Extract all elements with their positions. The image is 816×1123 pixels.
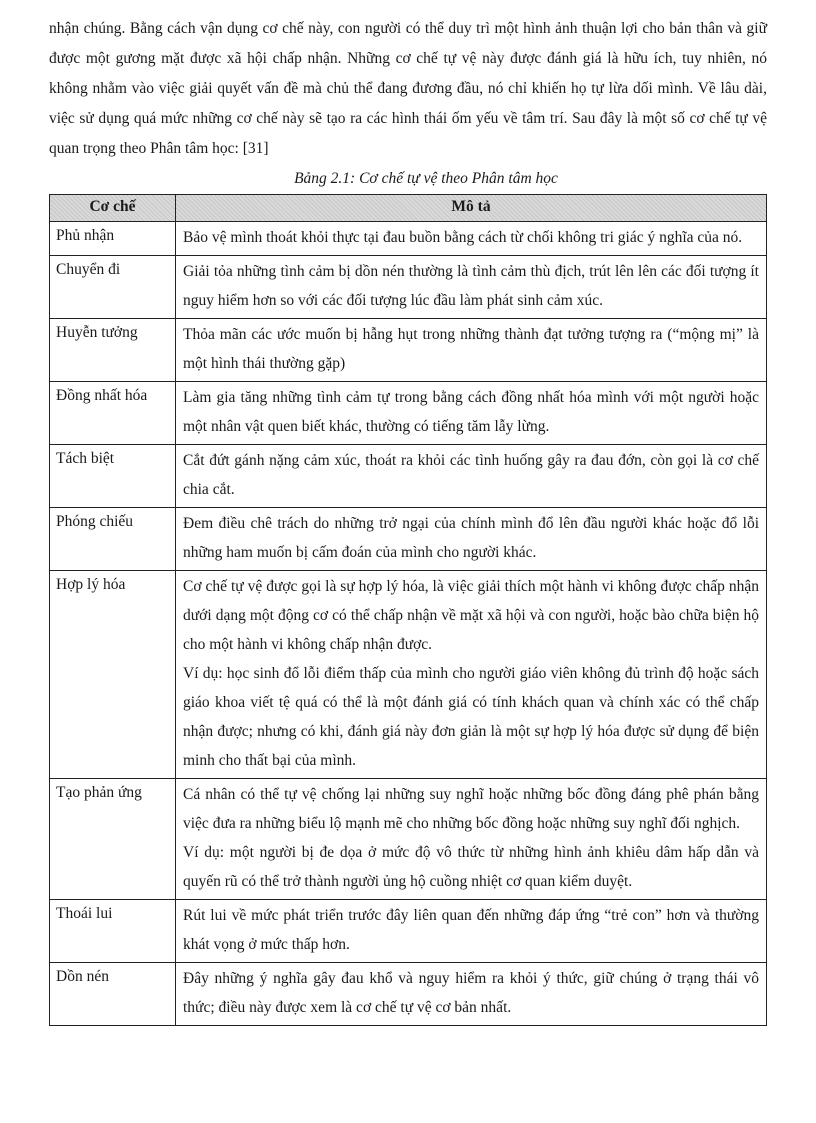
mechanism-description [176, 963, 767, 1026]
table-row [50, 445, 767, 508]
mechanism-name: Chuyển đi [50, 256, 176, 319]
table-row [50, 222, 767, 256]
table-row [50, 508, 767, 571]
table-row [50, 963, 767, 1026]
table-row [50, 382, 767, 445]
defense-mechanism-table [49, 194, 767, 1026]
table-row [50, 900, 767, 963]
description-paragraph: Cắt đứt gánh nặng cảm xúc, thoát ra khỏi các tình huống gây ra đau đớn, còn gọi là cơ chế chia cắt. [183, 452, 759, 498]
description-paragraph: Bảo vệ mình thoát khỏi thực tại đau buồn bằng cách từ chối không tri giác ý nghĩa của nó. [183, 229, 743, 246]
description-example: Ví dụ: một người bị đe dọa ở mức độ vô thức từ những hình ảnh khiêu dâm hấp dẫn và quyến rũ có thể trở thành người ủng hộ cuồng nhiệt cơ quan kiểm duyệt. [183, 844, 759, 890]
description-paragraph: Làm gia tăng những tình cảm tự trong bằng cách đồng nhất hóa mình với một người hoặc một nhân vật quen biết khác, thường có tiếng tăm lẫy lừng. [183, 389, 759, 435]
mechanism-description [176, 900, 767, 963]
description-paragraph: Thỏa mãn các ước muốn bị hẫng hụt trong những thành đạt tưởng tượng ra (“mộng mị” là một hình thái thường gặp) [183, 326, 759, 372]
mechanism-name: Hợp lý hóa [50, 571, 176, 779]
mechanism-description [176, 319, 767, 382]
mechanism-name: Tách biệt [50, 445, 176, 508]
mechanism-description [176, 382, 767, 445]
description-paragraph: Cơ chế tự vệ được gọi là sự hợp lý hóa, là việc giải thích một hành vi không được chấp nhận dưới dạng một động cơ có thể chấp nhận về mặt xã hội và con người, hoặc bào chữa biện hộ cho một hành vi không chấp nhận được. [183, 578, 759, 653]
table-caption: Bảng 2.1: Cơ chế tự vệ theo Phân tâm học [294, 170, 558, 187]
mechanism-name: Huyễn tưởng [50, 319, 176, 382]
table-row [50, 779, 767, 900]
mechanism-description [176, 571, 767, 779]
document-page [49, 14, 767, 1026]
mechanism-description [176, 779, 767, 900]
description-example: Ví dụ: học sinh đổ lỗi điểm thấp của mình cho người giáo viên không đủ trình độ hoặc sách giáo khoa viết tệ quá có thể là một đánh giá có tính khách quan và chính xác có thể chấp nhận được; nhưng có khi, đánh giá này đơn giản là một sự hợp lý hóa được sử dụng để biện minh cho thất bại của mình. [183, 665, 759, 769]
description-paragraph: Giải tỏa những tình cảm bị dồn nén thường là tình cảm thù địch, trút lên lên các đối tượng ít nguy hiểm hơn so với các đối tượng lúc đầu làm phát sinh cảm xúc. [183, 263, 759, 309]
mechanism-name: Đồng nhất hóa [50, 382, 176, 445]
table-row [50, 256, 767, 319]
mechanism-name: Thoái lui [50, 900, 176, 963]
column-header-description: Mô tả [176, 195, 767, 222]
mechanism-name: Tạo phản ứng [50, 779, 176, 900]
mechanism-description [176, 222, 767, 256]
intro-paragraph: nhận chúng. Bằng cách vận dụng cơ chế này, con người có thể duy trì một hình ảnh thuận lợi cho bản thân và giữ được một gương mặt được xã hội chấp nhận. Những cơ chế tự vệ này được đánh giá là hữu ích, tuy nhiên, nó không nhằm vào việc giải quyết vấn đề mà chủ thể đang đương đầu, nó chỉ khiến họ tự lừa dối mình. Về lâu dài, việc sử dụng quá mức những cơ chế này sẽ tạo ra các hình thái ốm yếu về tâm trí. Sau đây là một số cơ chế tự vệ quan trọng theo Phân tâm học: [31] [49, 20, 767, 157]
mechanism-name: Phóng chiếu [50, 508, 176, 571]
description-paragraph: Đem điều chê trách do những trở ngại của chính mình đổ lên đầu người khác hoặc đổ lỗi những ham muốn bị cấm đoán của mình cho người khác. [183, 515, 759, 561]
mechanism-description [176, 508, 767, 571]
table-row [50, 319, 767, 382]
table-row [50, 571, 767, 779]
column-header-mechanism: Cơ chế [50, 195, 176, 222]
mechanism-description [176, 445, 767, 508]
description-paragraph: Đây những ý nghĩa gây đau khổ và nguy hiểm ra khỏi ý thức, giữ chúng ở trạng thái vô thức; điều này được xem là cơ chế tự vệ cơ bản nhất. [183, 970, 759, 1016]
mechanism-name: Phủ nhận [50, 222, 176, 256]
table-header-row [50, 195, 767, 222]
mechanism-name: Dồn nén [50, 963, 176, 1026]
mechanism-description [176, 256, 767, 319]
description-paragraph: Rút lui về mức phát triển trước đây liên quan đến những đáp ứng “trẻ con” hơn và thường khát vọng ở mức thấp hơn. [183, 907, 759, 953]
description-paragraph: Cá nhân có thể tự vệ chống lại những suy nghĩ hoặc những bốc đồng đáng phê phán bằng việc đưa ra những biểu lộ mạnh mẽ cho những bốc đồng hoặc những suy nghĩ đối nghịch. [183, 786, 759, 832]
intro-section [49, 14, 767, 164]
